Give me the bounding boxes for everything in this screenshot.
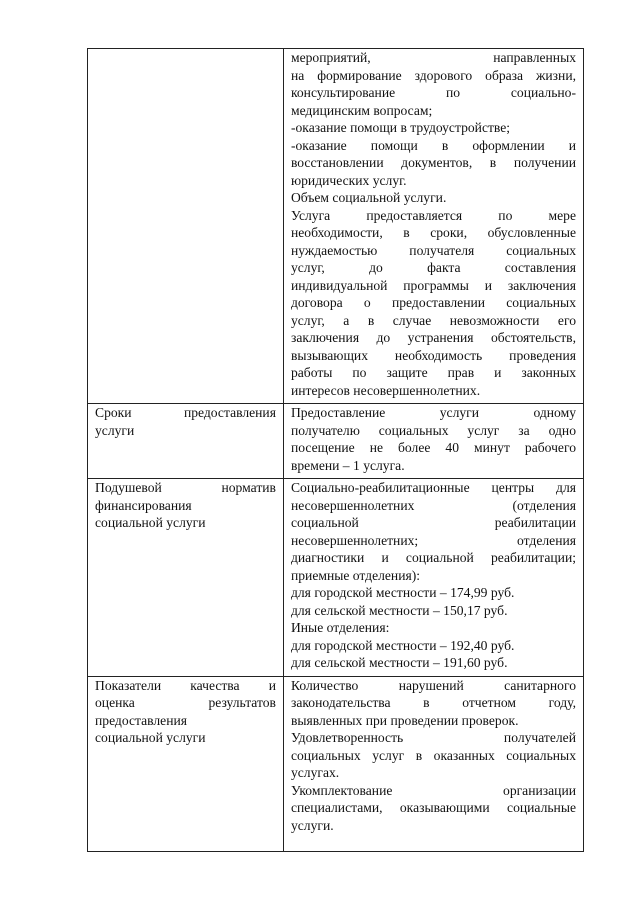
text-line: Иные отделения:	[290, 620, 390, 635]
text-line: услуг, а в случае невозможности его	[290, 312, 576, 328]
text-line: на формирование здорового образа жизни,	[290, 67, 576, 83]
text-line: -оказание помощи в трудоустройстве;	[290, 120, 511, 135]
text-line: социальной услуги	[95, 515, 206, 530]
table-row	[88, 479, 584, 677]
text-line: несовершеннолетних; отделения	[290, 532, 576, 548]
text-line: Укомплектование организации	[290, 782, 576, 798]
text-line: индивидуальной программы и заключения	[290, 277, 576, 293]
text-line: законодательства в отчетном году,	[290, 695, 576, 710]
text-line: приемные отделения):	[290, 567, 421, 583]
text-line: консультирование по социально-	[290, 85, 576, 100]
text-line: для городской местности – 174,99 руб.	[290, 585, 515, 600]
paragraph	[291, 189, 576, 207]
text-line: услуги	[95, 422, 135, 438]
text-line: договора о предоставлении социальных	[290, 295, 576, 310]
text-line: услуги.	[290, 817, 334, 833]
text-line: времени – 1 услуга.	[290, 457, 405, 473]
text-line: Удовлетворенность получателей	[290, 730, 576, 745]
text-line: юридических услуг.	[290, 172, 407, 188]
text-line: работы по защите прав и законных	[290, 365, 576, 380]
text-line: социальной реабилитации	[290, 515, 576, 530]
table-row	[88, 676, 584, 851]
row-content-cell	[283, 49, 583, 404]
paragraph	[291, 782, 576, 835]
text-line: специалистами, оказывающими социальные	[290, 800, 576, 815]
paragraph	[291, 619, 576, 637]
text-line: -оказание помощи в оформлении и	[290, 137, 576, 153]
paragraph	[291, 49, 576, 119]
text-line: социальной услуги	[95, 730, 206, 745]
text-line: нуждаемостью получателя социальных	[290, 242, 576, 258]
text-line: вызывающих необходимость проведения	[290, 347, 576, 363]
text-line: услуг, до факта составления	[290, 260, 576, 275]
text-line: Количество нарушений санитарного	[290, 677, 576, 693]
text-line: Сроки предоставления	[95, 405, 276, 420]
paragraph	[291, 404, 576, 474]
text-line: несовершеннолетних (отделения	[290, 497, 576, 513]
table-row	[88, 49, 584, 404]
text-line: посещение не более 40 минут рабочего	[290, 440, 576, 455]
text-line: для сельской местности – 191,60 руб.	[290, 655, 508, 670]
paragraph	[291, 137, 576, 190]
services-table	[87, 48, 584, 852]
text-line: социальных услуг в оказанных социальных	[290, 747, 576, 763]
text-line: Объем социальной услуги.	[290, 190, 447, 205]
table-row	[88, 404, 584, 479]
text-line: восстановлении документов, в получении	[290, 155, 576, 170]
paragraph	[291, 119, 576, 137]
text-line: интересов несовершеннолетних.	[290, 382, 481, 398]
row-content-cell	[283, 479, 583, 677]
text-line: услугах.	[290, 765, 340, 780]
paragraph	[291, 207, 576, 400]
paragraph	[291, 654, 576, 672]
text-line: мероприятий, направленных	[290, 50, 576, 65]
text-line: предоставления	[95, 712, 188, 728]
paragraph	[291, 729, 576, 782]
text-line: диагностики и социальной реабилитации;	[290, 550, 576, 565]
text-line: Услуга предоставляется по мере	[290, 207, 576, 223]
paragraph	[291, 584, 576, 602]
text-line: для сельской местности – 150,17 руб.	[290, 602, 508, 618]
services-table-body	[88, 49, 584, 852]
text-line: оценка результатов	[95, 695, 276, 710]
text-line: Социально-реабилитационные центры для	[290, 480, 576, 495]
text-line: выявленных при проведении проверок.	[290, 712, 519, 728]
row-content-cell	[283, 676, 583, 851]
row-label-cell	[88, 404, 284, 479]
text-line: Предоставление услуги одному	[290, 405, 576, 420]
row-label-cell	[88, 479, 284, 677]
row-content-cell	[283, 404, 583, 479]
text-line: заключения до устранения обстоятельств,	[290, 330, 576, 345]
text-line: финансирования	[95, 497, 192, 513]
text-line: Показатели качества и	[95, 677, 276, 693]
paragraph	[291, 637, 576, 655]
text-line: необходимости, в сроки, обусловленные	[290, 225, 576, 240]
text-line: Подушевой норматив	[95, 480, 276, 495]
paragraph	[291, 602, 576, 620]
text-line: для городской местности – 192,40 руб.	[290, 637, 515, 653]
row-label-cell	[88, 49, 284, 404]
row-label-cell	[88, 676, 284, 851]
paragraph	[291, 479, 576, 584]
text-line: получателю социальных услуг за одно	[290, 422, 576, 438]
text-line: медицинским вопросам;	[290, 102, 433, 118]
paragraph	[291, 677, 576, 730]
